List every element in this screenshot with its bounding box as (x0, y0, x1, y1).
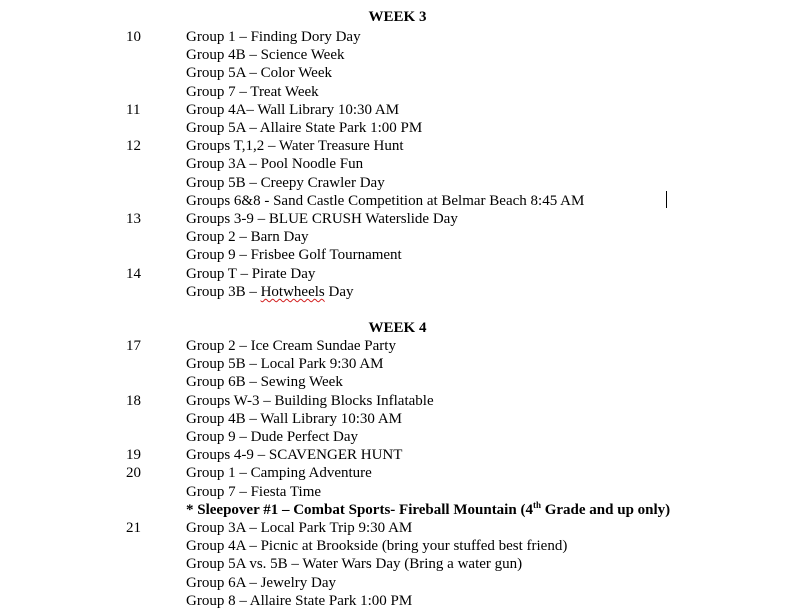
schedule-row (0, 337, 795, 355)
schedule-row (0, 228, 795, 246)
activity-text: Group 5A vs. 5B – Water Wars Day (Bring a water gun) (186, 556, 523, 573)
schedule-row (0, 46, 795, 64)
day-number: 17 (126, 338, 141, 354)
day-number: 18 (126, 392, 141, 409)
activity-text: Group 4A– Wall Library 10:30 AM (186, 101, 400, 118)
activity-text: Group 5B – Creepy Crawler Day (186, 174, 385, 191)
schedule-row (0, 574, 795, 592)
activity-text-start: Group 3B – (186, 283, 261, 300)
activity-text: Group 4B – Wall Library 10:30 AM (186, 410, 402, 427)
schedule-row (0, 555, 795, 573)
schedule-row (0, 155, 795, 173)
day-number: 19 (126, 447, 141, 464)
schedule-row (0, 192, 795, 210)
week-4-heading: WEEK 4 (368, 320, 427, 336)
schedule-row (0, 283, 795, 301)
activity-text: Group 7 – Treat Week (186, 83, 319, 100)
schedule-row (0, 392, 795, 410)
activity-text: Group 7 – Fiesta Time (186, 483, 322, 500)
schedule-row (0, 83, 795, 101)
schedule-row-highlight (0, 501, 795, 519)
activity-text: Group 4B – Science Week (186, 47, 345, 64)
activity-text: Groups 3-9 – BLUE CRUSH Waterslide Day (186, 211, 458, 227)
activity-text: Group 3A – Pool Noodle Fun (186, 156, 364, 173)
activity-text: Group 2 – Barn Day (186, 229, 309, 246)
activity-text: Groups T,1,2 – Water Treasure Hunt (186, 138, 404, 155)
week-3-heading: WEEK 3 (368, 9, 427, 25)
schedule-row (0, 483, 795, 501)
schedule-row (0, 265, 795, 283)
schedule-row (0, 210, 795, 228)
activity-text: Group 5A – Allaire State Park 1:00 PM (186, 120, 423, 136)
schedule-row (0, 64, 795, 82)
activity-text: Group T – Pirate Day (186, 265, 316, 282)
day-number: 12 (126, 138, 141, 155)
activity-text: Groups 4-9 – SCAVENGER HUNT (186, 447, 403, 464)
day-number: 14 (126, 265, 141, 282)
sleepover-announcement (186, 501, 670, 519)
activity-text: Group 6B – Sewing Week (186, 374, 343, 391)
activity-text: Group 8 – Allaire State Park 1:00 PM (186, 592, 413, 609)
schedule-row (0, 137, 795, 155)
announcement-text-end: Grade and up only) (540, 501, 671, 518)
activity-text (186, 283, 354, 301)
activity-text: Group 4A – Picnic at Brookside (bring your stuffed best friend) (186, 538, 568, 555)
schedule-row (0, 246, 795, 264)
activity-text-end: Day (324, 283, 354, 300)
activity-text: Group 1 – Camping Adventure (186, 465, 372, 482)
schedule-row (0, 373, 795, 391)
activity-text: Group 6A – Jewelry Day (186, 574, 336, 591)
activity-text: Group 9 – Dude Perfect Day (186, 429, 359, 445)
schedule-row (0, 174, 795, 192)
text-cursor (666, 191, 667, 208)
day-number: 21 (126, 520, 141, 536)
schedule-row (0, 519, 795, 537)
schedule-row (0, 446, 795, 464)
activity-text: Group 1 – Finding Dory Day (186, 29, 361, 45)
activity-text: Group 5A – Color Week (186, 65, 333, 82)
activity-text: Group 3A – Local Park Trip 9:30 AM (186, 520, 413, 536)
schedule-row (0, 28, 795, 46)
announcement-text-start: * Sleepover #1 – Combat Sports- Fireball Mountain (4 (186, 501, 533, 518)
day-number: 20 (126, 465, 141, 482)
schedule-row (0, 592, 795, 610)
schedule-row (0, 101, 795, 119)
day-number: 10 (126, 29, 141, 45)
activity-text: Group 2 – Ice Cream Sundae Party (186, 338, 396, 354)
schedule-row (0, 464, 795, 482)
activity-text: Group 9 – Frisbee Golf Tournament (186, 247, 402, 264)
schedule-row (0, 537, 795, 555)
schedule-row (0, 410, 795, 428)
schedule-row (0, 355, 795, 373)
ordinal-suffix: th (532, 499, 541, 510)
activity-text: Group 5B – Local Park 9:30 AM (186, 356, 384, 373)
schedule-row (0, 119, 795, 137)
day-number: 13 (126, 211, 141, 227)
activity-text: Groups W-3 – Building Blocks Inflatable (186, 392, 434, 409)
day-number: 11 (126, 101, 141, 118)
schedule-row (0, 428, 795, 446)
spellcheck-flagged-word[interactable]: Hotwheels (260, 283, 325, 300)
activity-text: Groups 6&8 - Sand Castle Competition at Belmar Beach 8:45 AM (186, 192, 585, 209)
